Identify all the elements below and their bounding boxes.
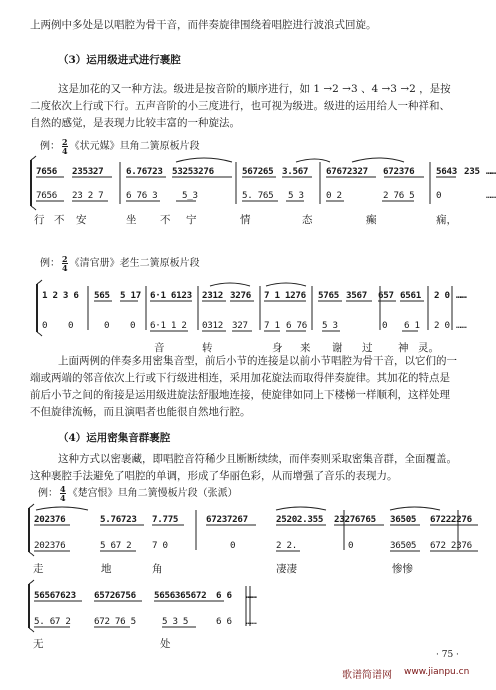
ex1-upper-note: 567265 [242,166,274,177]
ex2-lyric: 灵。 [418,342,439,354]
section3-para4: 上面两例的伴奏多用密集音型，前后小节的连接是以前小节唱腔为骨干音，以它们的一 [58,355,457,367]
ex2-lower-note: 0 [68,320,74,331]
section3-para7: 不但旋律流畅，而且演唱者也能很自然地行腔。 [30,406,251,418]
example1-title: 《状元媒》旦角二簧原板片段 [69,141,200,152]
ex3-r1-lower-note: 7 0 [152,540,168,551]
ex2-lyric: 谢 [332,342,343,354]
ex2-upper-note: 5 17 [120,290,141,301]
ex1-upper-note: 7656 [36,166,57,177]
ex3-r1-lower-note: 2 2. [276,540,297,551]
section4-para1: 这种方式以密裹藏，即唱腔音符稀少且断断续续，而伴奏则采取密集音群，全面覆盖。 [58,453,457,465]
ex1-lower-note: 7656 [36,190,57,201]
ex2-lyric: 神 [398,342,409,354]
ex1-lyric: 宁 [186,214,197,226]
ex3-r1-lyric: 地 [101,563,112,575]
ex1-upper-note: 235327 [72,166,104,177]
ex3-r2-lower-note: 5. 67 2 [34,616,71,627]
section4-para2: 这种裹腔手法避免了唱腔的单调，形成了华丽色彩，从而增强了音乐的表现力。 [30,470,398,482]
section3-para3: 自然的感觉，是表现力比较丰富的一种旋法。 [30,117,240,129]
ex2-upper-note: 565 [94,290,110,301]
ex2-lyric: 身 [272,342,283,354]
ex3-r1-lyric: 走 [33,563,44,575]
ex2-upper-note: 6561 [400,290,421,301]
ex3-r1-upper-note: 5.76723 [100,514,137,525]
ex3-r1-lower-note: 0 [348,540,354,551]
ex1-upper-note: 672376 [383,166,415,177]
example3-time-signature: $\frac{4}{4}$ [60,484,66,503]
ex2-lower-note: 5 3 [322,320,338,331]
ex1-lyric: 坐 [126,214,137,226]
watermark-logo: 歌谱简谱网 [342,670,392,681]
ex3-r2-upper-note: 65726756 [94,590,136,601]
ex3-r1-lower-note: 672 2376 [430,540,472,551]
section3-para6: 前后小节之间的衔接是运用级进旋法舒服地连接，使旋律如同上下楼梯一样顺利，这样处理 [30,389,450,401]
ex1-lower-note: 23 2 7 [72,190,104,201]
ex1-lower-note: 2 76 5 [383,190,415,201]
ex1-lower-note: 5. 765 [242,190,274,201]
ex3-r1-upper-note: 25202.355 [276,514,324,525]
ex2-lower-note: 6 76 [286,320,307,331]
ex3-r1-lower-note: 5 67 2 [100,540,132,551]
ex2-upper-note: 7 1 1276 [264,290,306,301]
ex1-lower-note: 5 3 [288,190,304,201]
ex2-upper-note: …… [456,290,467,301]
ex3-r1-upper-note: 67222276 [430,514,472,525]
ex2-upper-note: 2312 [202,290,223,301]
ex1-lyric: 不 [54,214,65,226]
ex1-lower-note: 5_3 [182,190,198,201]
ex3-r1-lyric: 角 [152,563,163,575]
ex2-upper-note: 3276 [230,290,251,301]
page-number: · 75 · [436,650,459,660]
section3-para2: 二度依次上行或下行。五声音阶的小三度进行，也可视为级进。级进的运用给人一种祥和、 [30,100,450,112]
example1-prefix: 例： [40,141,60,152]
ex3-r2-lyric: 无 [33,638,44,650]
watermark-url: www.jianpu.cn [404,667,470,677]
ex3-r2-upper-note: …… [246,590,257,601]
section4-heading: （4）运用密集音群裹腔 [58,432,171,444]
ex2-lower-note: 2 0 [434,320,450,331]
ex1-lyric: 痫， [436,214,457,226]
example2-title: 《清官册》老生二簧原板片段 [69,258,200,269]
ex1-lower-note: 6 76 3 [126,190,158,201]
ex3-r2-upper-note: 6 6 [216,590,232,601]
ex2-lower-note: 6 1 [404,320,420,331]
ex2-lower-note: 0 [382,320,388,331]
ex3-r1-upper-note: 36505 [390,514,417,525]
ex2-upper-note: 657 [378,290,394,301]
ex2-upper-note: 2 0 [434,290,450,301]
example2-time-signature: $\frac{2}{4}$ [62,254,68,273]
ex3-r1-lyric: 惨惨 [392,563,413,575]
ex3-r2-lower-note: 672 76 5 [94,616,136,627]
ex2-lower-note: 7 1 [264,320,280,331]
ex1-lower-note: 0 [436,190,442,201]
section3-para5: 端或两端的邻音依次上行或下行级进相连，采用加花旋法而取得伴奏旋律。其加花的特点是 [30,372,450,384]
ex1-upper-note: 235 [464,166,480,177]
ex2-lower-note: …… [456,320,467,331]
ex3-r2-upper-note: 56567623 [34,590,76,601]
ex3-r2-lower-note: 5 3 5 [162,616,189,627]
ex1-lyric: 态 [302,214,313,226]
ex3-r1-upper-note: 7.775 [152,514,179,525]
ex2-lower-note: 6·1 1 2 [150,320,187,331]
section3-heading: （3）运用级进式进行裹腔 [58,54,181,66]
ex3-r2-lower-note: 6 6 [216,616,232,627]
ex1-upper-note: 5643 [436,166,457,177]
ex2-lower-note: 0 [104,320,110,331]
ex1-lyric: 癫 [366,214,377,226]
ex2-upper-note: 3567 [346,290,367,301]
ex2-lower-note: 327 [232,320,248,331]
ex2-lower-note: 0312 [202,320,223,331]
section3-para1: 这是加花的又一种方法。级进是按音阶的顺序进行，如 1 →2 →3 、4 →3 →2 ，是按 [58,83,451,95]
ex1-upper-note: …… [486,166,496,177]
ex1-lyric: 行 [34,214,45,226]
ex2-lower-note: 0 [42,320,48,331]
ex3-r2-lower-note: …… [246,616,257,627]
ex1-lyric: 安 [76,214,87,226]
ex1-lyric: 不 [160,214,171,226]
example3-prefix: 例： [38,488,58,499]
ex3-r1-lyric: 凄凄 [276,563,297,575]
ex2-lyric: 过 [362,342,373,354]
ex1-upper-note: 6.76723 [126,166,163,177]
ex2-lyric: 转 [202,342,213,354]
ex3-r2-upper-note: 5656365672 [154,590,207,601]
ex2-lyric: 音 [154,342,165,354]
ex3-r1-upper-note: 23276765 [334,514,376,525]
ex1-lower-note: …… [486,190,496,201]
ex2-lyric: 来 [300,342,311,354]
ex1-upper-note: 3.567 [282,166,309,177]
top-line: 上两例中多处是以唱腔为骨干音，而伴奏旋律围绕着唱腔进行波浪式回旋。 [30,19,377,31]
ex1-lower-note: 0 2 [326,190,342,201]
example1-time-signature: $\frac{2}{4}$ [62,137,68,156]
ex2-upper-note: 1 2 3 6 [42,290,79,301]
ex1-lyric: 情 [240,214,251,226]
ex2-upper-note: 6·1 6123 [150,290,192,301]
example3-title: 《楚宫恨》旦角二簧慢板片段（张派） [67,488,238,499]
ex2-upper-note: 5765 [318,290,339,301]
ex3-r1-lower-note: 0 [230,540,236,551]
ex1-upper-note: 53253276 [172,166,214,177]
ex3-r1-lower-note: 36505 [390,540,417,551]
ex3-r1-lower-note: 202376 [34,540,66,551]
ex3-r2-lyric: 处 [160,638,171,650]
ex1-upper-note: 67672327 [326,166,368,177]
ex2-lower-note: 0 [130,320,136,331]
ex3-r1-upper-note: 202376 [34,514,66,525]
example2-prefix: 例： [40,258,60,269]
ex3-r1-upper-note: 67237267 [206,514,248,525]
